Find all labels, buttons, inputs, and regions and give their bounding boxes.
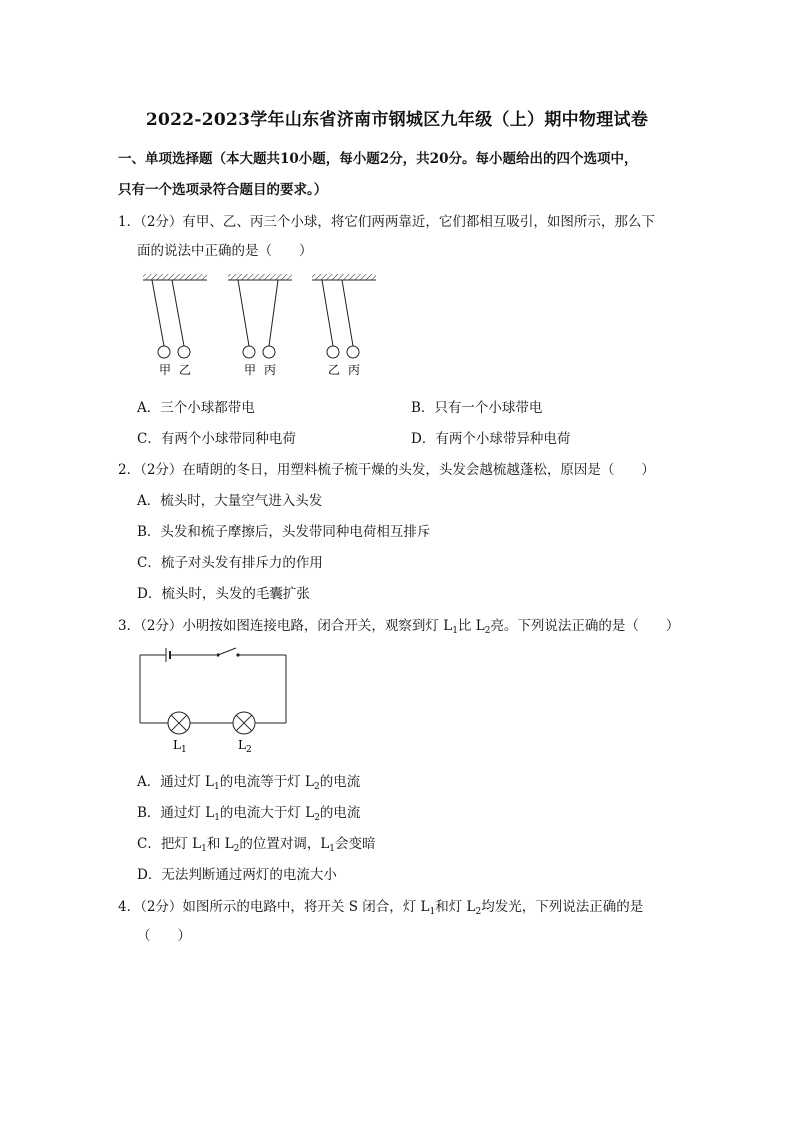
q3-c-sub: 1 bbox=[201, 844, 207, 854]
lamp-l2-label: $L_2$ bbox=[238, 738, 252, 755]
q3-option-a[interactable] bbox=[137, 770, 360, 790]
q4-stem-line-1 bbox=[118, 895, 643, 915]
q3-a-part: 的电流等于灯 L bbox=[219, 774, 315, 790]
q3-c-part: C．把灯 L bbox=[137, 836, 202, 852]
q3-c-sub: 2 bbox=[233, 844, 240, 854]
q3-b-part: 的电流大于灯 L bbox=[219, 805, 315, 821]
q1-option-c[interactable]: C．有两个小球带同种电荷 bbox=[137, 431, 296, 447]
section-heading-line-1: 一、单项选择题（本大题共10小题，每小题2分，共20分。每小题给出的四个选项中， bbox=[118, 151, 638, 167]
q2-option-b[interactable]: B．头发和梳子摩擦后，头发带同种电荷相互排斥 bbox=[137, 524, 431, 540]
battery-symbol bbox=[166, 648, 170, 662]
q3-c-part: 会变暗 bbox=[335, 836, 376, 852]
exam-title: 2022-2023学年山东省济南市钢城区九年级（上）期中物理试卷 bbox=[145, 110, 649, 130]
q4-stem-line-2: （ ） bbox=[137, 928, 191, 944]
q3-c-part: 的位置对调，L bbox=[239, 836, 330, 852]
label-bing-2: 丙 bbox=[264, 363, 277, 377]
label-bing-3: 丙 bbox=[348, 363, 361, 377]
q1-stem-line-2: 面的说法中正确的是（ ） bbox=[137, 243, 313, 259]
q3-a-sub: 2 bbox=[314, 782, 320, 792]
lamp-l1-symbol bbox=[168, 712, 190, 734]
section-heading-line-2: 只有一个选项录符合题目的要求。） bbox=[118, 182, 328, 198]
q3-a-sub: 1 bbox=[214, 782, 220, 792]
lamp-l2-symbol bbox=[233, 712, 255, 734]
label-yi-1: 乙 bbox=[179, 363, 192, 377]
q3-figure-series-circuit bbox=[135, 645, 295, 757]
q3-a-part: 的电流 bbox=[319, 774, 361, 790]
q1-stem-line-1: 1．（2分）有甲、乙、丙三个小球，将它们两两靠近，它们都相互吸引，如图所示，那么下 bbox=[118, 214, 655, 230]
q1-option-d[interactable]: D．有两个小球带异种电荷 bbox=[411, 431, 571, 447]
q2-option-a[interactable]: A．梳头时，大量空气进入头发 bbox=[137, 493, 323, 509]
lamp-l1-label: $L_1$ bbox=[173, 738, 187, 755]
q3-b-sub: 1 bbox=[214, 813, 220, 823]
label-yi-3: 乙 bbox=[328, 363, 341, 377]
q4-stem-part-c: 均发光，下列说法正确的是 bbox=[481, 899, 644, 915]
q1-option-b[interactable]: B．只有一个小球带电 bbox=[411, 400, 543, 416]
ball-pair-1 bbox=[143, 274, 207, 377]
ball-pair-3 bbox=[312, 274, 376, 377]
label-jia-1: 甲 bbox=[159, 363, 172, 377]
q2-stem: 2．（2分）在晴朗的冬日，用塑料梳子梳干燥的头发，头发会越梳越蓬松，原因是（ ） bbox=[118, 462, 655, 478]
q3-b-part: 的电流 bbox=[319, 805, 361, 821]
q3-stem-sub-1: 1 bbox=[452, 626, 458, 636]
q3-stem bbox=[118, 614, 679, 634]
q3-stem-part-a: 3．（2分）小明按如图连接电路，闭合开关，观察到灯 L bbox=[118, 618, 453, 634]
q3-b-sub: 2 bbox=[314, 813, 320, 823]
q3-a-part: A．通过灯 L bbox=[137, 774, 215, 790]
q3-c-sub: 1 bbox=[329, 844, 336, 854]
q3-stem-part-b: 比 L bbox=[457, 618, 485, 634]
q2-option-d[interactable]: D．梳头时，头发的毛囊扩张 bbox=[137, 586, 310, 602]
q1-option-a[interactable]: A．三个小球都带电 bbox=[137, 400, 255, 416]
q3-stem-sub-2: 2 bbox=[484, 626, 491, 636]
q3-option-c[interactable] bbox=[137, 832, 376, 852]
q3-c-part: 和 L bbox=[206, 836, 234, 852]
q2-option-c[interactable]: C．梳子对头发有排斥力的作用 bbox=[137, 555, 323, 571]
q3-b-part: B．通过灯 L bbox=[137, 805, 215, 821]
q3-stem-part-c: 亮。下列说法正确的是（ ） bbox=[490, 618, 680, 634]
q4-stem-part-b: 和灯 L bbox=[435, 899, 476, 915]
ball-pair-2 bbox=[228, 274, 292, 377]
q4-stem-part-a: 4．（2分）如图所示的电路中，将开关 S 闭合，灯 L bbox=[118, 899, 430, 915]
q1-figure-hanging-balls bbox=[138, 270, 378, 382]
q3-option-b[interactable] bbox=[137, 801, 360, 821]
q4-stem-sub-1: 1 bbox=[429, 907, 436, 917]
q3-option-d[interactable]: D．无法判断通过两灯的电流大小 bbox=[137, 867, 337, 883]
switch-symbol bbox=[216, 648, 239, 657]
q4-stem-sub-2: 2 bbox=[475, 907, 482, 917]
label-jia-2: 甲 bbox=[244, 363, 257, 377]
